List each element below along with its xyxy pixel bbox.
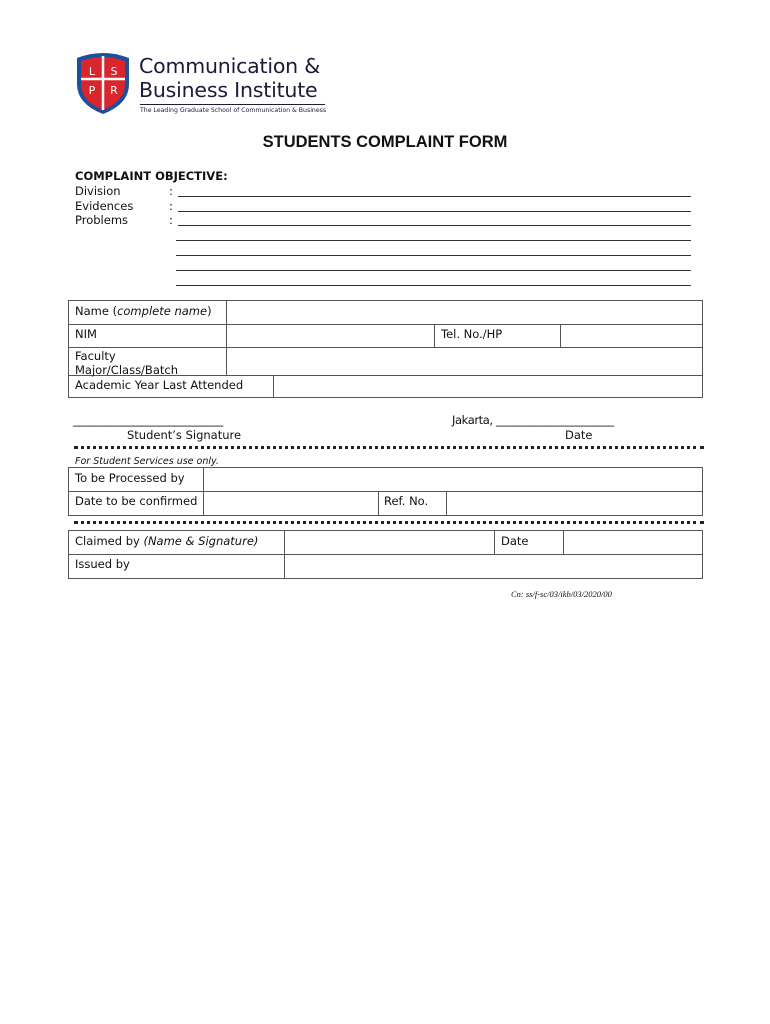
claim-date-input[interactable] xyxy=(564,531,702,554)
nim-label: NIM xyxy=(75,327,97,341)
logo-letter-p: P xyxy=(88,84,96,97)
evidences-field[interactable] xyxy=(178,211,691,212)
faculty-major-input[interactable] xyxy=(227,347,702,375)
logo-letter-s: S xyxy=(110,65,118,78)
student-services-note: For Student Services use only. xyxy=(75,456,219,467)
problems-field-line-3[interactable] xyxy=(176,255,691,256)
ref-no-input[interactable] xyxy=(447,491,702,515)
name-label: Name (complete name) xyxy=(75,304,212,318)
name-input[interactable] xyxy=(227,301,702,324)
division-label: Division xyxy=(75,184,121,198)
document-code: Cn: ss/f-sc/03/ikb/03/2020/00 xyxy=(511,589,612,599)
jakarta-date-line[interactable]: Jakarta, ______________________ xyxy=(452,413,614,427)
processed-by-label: To be Processed by xyxy=(75,471,185,485)
date-label: Date xyxy=(565,428,593,442)
academic-year-label: Academic Year Last Attended xyxy=(75,378,244,392)
major-class-batch-label: Major/Class/Batch xyxy=(75,363,178,377)
dotted-divider-1 xyxy=(74,446,704,449)
evidences-label: Evidences xyxy=(75,199,134,213)
brand-name-line1: Communication & xyxy=(139,54,321,78)
dotted-divider-2 xyxy=(74,521,704,524)
logo-letter-r: R xyxy=(110,84,118,97)
division-field[interactable] xyxy=(178,196,691,197)
brand-name-line2: Business Institute xyxy=(139,78,318,102)
tel-label: Tel. No./HP xyxy=(441,327,503,341)
academic-year-input[interactable] xyxy=(274,375,702,397)
institute-logo xyxy=(73,50,133,120)
claimed-by-input[interactable] xyxy=(285,531,494,554)
student-info-table xyxy=(68,300,703,398)
claim-date-label: Date xyxy=(501,534,529,548)
issued-by-label: Issued by xyxy=(75,557,130,571)
student-signature-line[interactable]: ____________________________ xyxy=(73,413,223,427)
nim-input[interactable] xyxy=(227,324,434,347)
student-services-table xyxy=(68,467,703,516)
problems-field-line-5[interactable] xyxy=(176,285,691,286)
problems-label: Problems xyxy=(75,213,129,227)
problems-row xyxy=(75,213,691,227)
ref-no-label: Ref. No. xyxy=(384,494,429,508)
objective-heading: COMPLAINT OBJECTIVE: xyxy=(75,169,228,183)
form-title: STUDENTS COMPLAINT FORM xyxy=(262,133,508,151)
division-row xyxy=(75,184,691,198)
division-colon: : xyxy=(169,184,173,198)
problems-colon: : xyxy=(169,213,173,227)
evidences-row xyxy=(75,199,691,213)
logo-letter-l: L xyxy=(88,65,96,78)
evidences-colon: : xyxy=(169,199,173,213)
student-signature-label: Student’s Signature xyxy=(127,428,242,442)
problems-field[interactable] xyxy=(178,225,691,226)
tel-input[interactable] xyxy=(561,324,702,347)
brand-tagline: The Leading Graduate School of Communication & Business xyxy=(140,107,327,114)
processed-by-input[interactable] xyxy=(204,468,702,491)
claimed-by-label: Claimed by (Name & Signature) xyxy=(75,534,259,548)
issued-by-input[interactable] xyxy=(285,554,702,578)
faculty-label: Faculty xyxy=(75,349,116,363)
tagline-divider xyxy=(140,104,325,105)
problems-field-line-4[interactable] xyxy=(176,270,691,271)
date-to-confirm-label: Date to be confirmed xyxy=(75,494,198,508)
shield-logo-icon xyxy=(73,50,133,116)
claim-table xyxy=(68,530,703,579)
date-to-confirm-input[interactable] xyxy=(204,491,378,515)
problems-field-line-2[interactable] xyxy=(176,240,691,241)
